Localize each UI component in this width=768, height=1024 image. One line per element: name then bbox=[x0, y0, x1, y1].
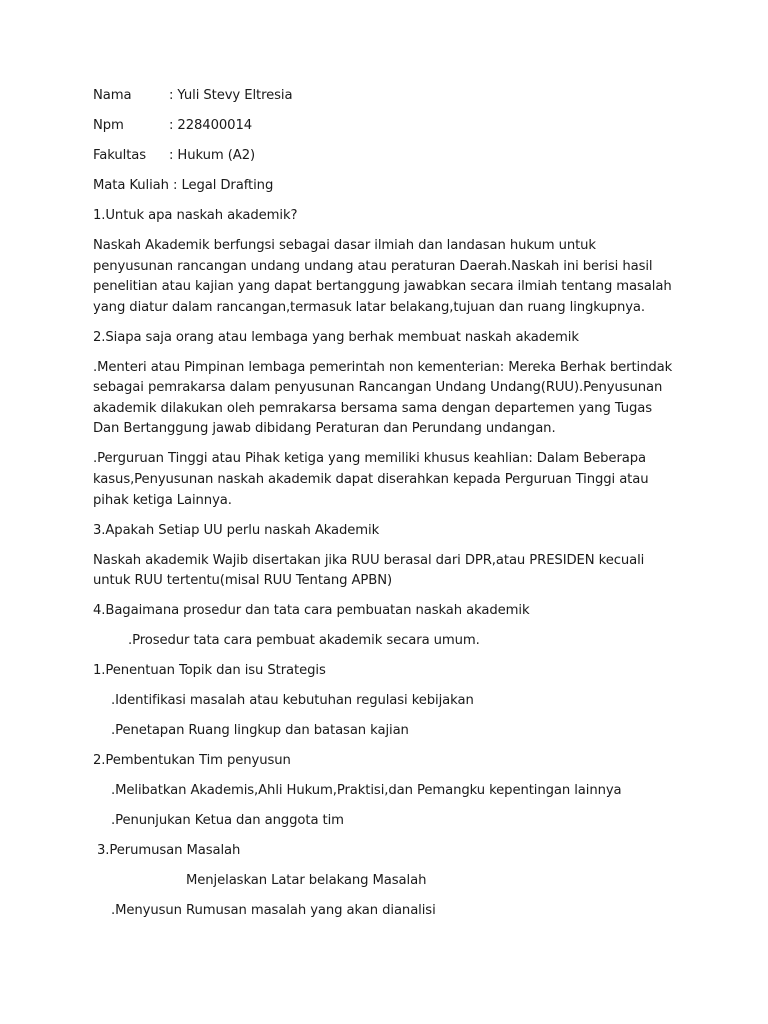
step-2-heading: 2.Pembentukan Tim penyusun bbox=[93, 753, 291, 769]
question-1: 1.Untuk apa naskah akademik? bbox=[93, 207, 298, 223]
fakultas-value: : Hukum (A2) bbox=[169, 147, 256, 163]
step-1-point-b: .Penetapan Ruang lingkup dan batasan kajian bbox=[111, 723, 409, 739]
nama-row bbox=[93, 86, 673, 107]
answer-2-point-a: .Menteri atau Pimpinan lembaga pemerintah non kementerian: Mereka Berhak bertindak sebagai pemrakarsa dalam penyusunan Rancangan Undang Undang(RUU).Penyusunan akademik dilakukan oleh pemrakarsa bersama sama dengan departemen yang Tugas Dan Bertanggung jawab dibidang Peraturan dan Perundang undangan. bbox=[93, 359, 673, 437]
question-2: 2.Siapa saja orang atau lembaga yang berhak membuat naskah akademik bbox=[93, 329, 579, 345]
mata-kuliah-line: Mata Kuliah : Legal Drafting bbox=[93, 177, 274, 193]
step-2-point-b: .Penunjukan Ketua dan anggota tim bbox=[111, 813, 344, 829]
step-3-point-a: Menjelaskan Latar belakang Masalah bbox=[186, 873, 427, 889]
answer-1: Naskah Akademik berfungsi sebagai dasar ilmiah dan landasan hukum untuk penyusunan rancangan undang undang atau peraturan Daerah.Naskah ini berisi hasil penelitian atau kajian yang dapat bertanggung jawabkan secara ilmiah tentang masalah yang diatur dalam rancangan,termasuk latar belakang,tujuan dan ruang lingkupnya. bbox=[93, 237, 672, 315]
step-1-heading: 1.Penentuan Topik dan isu Strategis bbox=[93, 663, 326, 679]
step-1-point-a: .Identifikasi masalah atau kebutuhan regulasi kebijakan bbox=[111, 693, 474, 709]
fakultas-label: Fakultas bbox=[93, 147, 147, 163]
nama-label: Nama bbox=[93, 88, 132, 103]
question-3: 3.Apakah Setiap UU perlu naskah Akademik bbox=[93, 522, 380, 538]
fakultas-row bbox=[93, 146, 673, 167]
step-3-heading: 3.Perumusan Masalah bbox=[97, 843, 241, 859]
document-content bbox=[93, 86, 673, 931]
npm-label: Npm bbox=[93, 117, 124, 133]
question-4: 4.Bagaimana prosedur dan tata cara pembuatan naskah akademik bbox=[93, 603, 530, 619]
answer-4-intro: .Prosedur tata cara pembuat akademik secara umum. bbox=[128, 633, 480, 649]
answer-2-point-b: .Perguruan Tinggi atau Pihak ketiga yang memiliki khusus keahlian: Dalam Beberapa kasus,Penyusunan naskah akademik dapat diserahkan kepada Perguruan Tinggi atau pihak ketiga Lainnya. bbox=[93, 451, 649, 508]
nama-value: : Yuli Stevy Eltresia bbox=[169, 88, 293, 103]
step-2-point-a: .Melibatkan Akademis,Ahli Hukum,Praktisi,dan Pemangku kepentingan lainnya bbox=[111, 783, 622, 799]
npm-row bbox=[93, 116, 673, 137]
answer-3: Naskah akademik Wajib disertakan jika RUU berasal dari DPR,atau PRESIDEN kecuali untuk RUU tertentu(misal RUU Tentang APBN) bbox=[93, 552, 645, 589]
npm-value: : 228400014 bbox=[169, 117, 253, 133]
step-3-point-b: .Menyusun Rumusan masalah yang akan dianalisi bbox=[111, 903, 436, 919]
